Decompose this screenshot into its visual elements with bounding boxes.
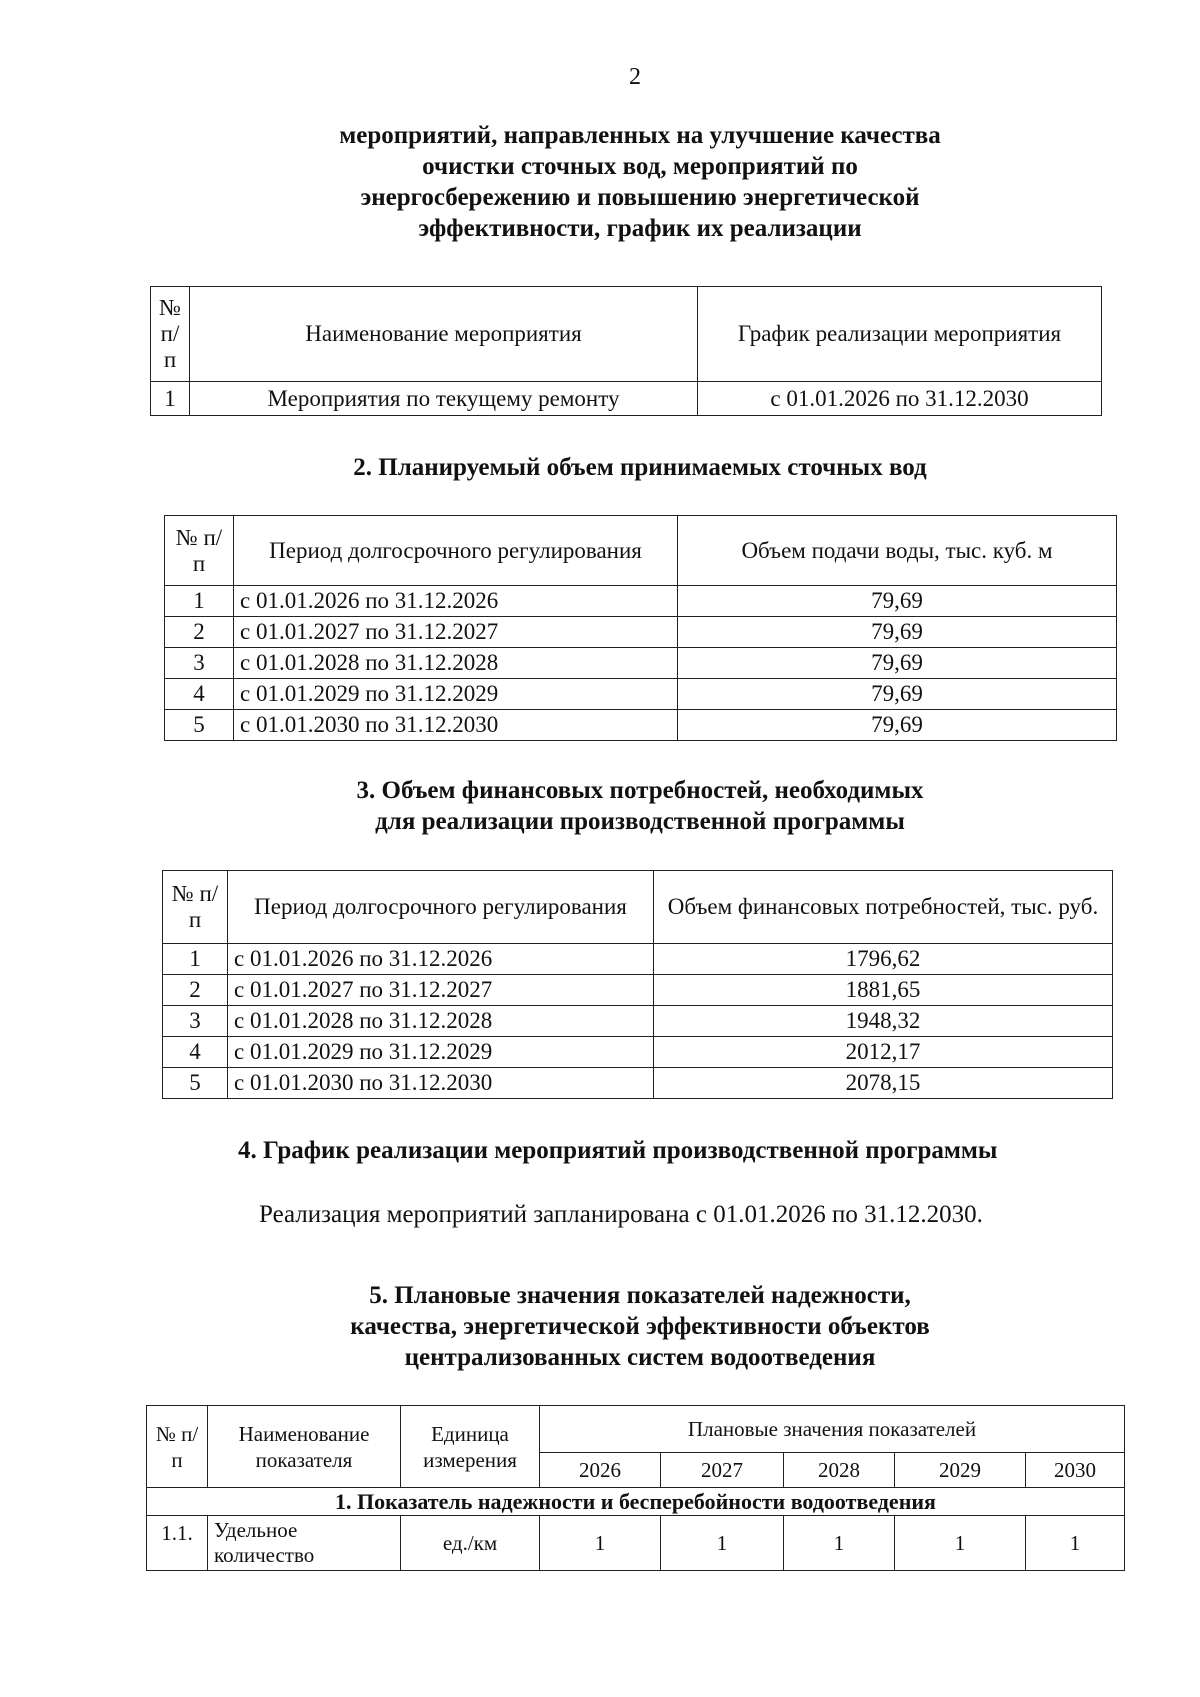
col-volume-header: Объем подачи воды, тыс. куб. м (678, 516, 1117, 586)
cell-num: 3 (163, 1006, 228, 1037)
cell-name: Мероприятия по текущему ремонту (190, 382, 698, 416)
cell-period: с 01.01.2027 по 31.12.2027 (228, 975, 654, 1006)
section4-text: Реализация мероприятий запланирована с 01.01.2026 по 31.12.2030. (259, 1201, 983, 1228)
cell-value: 1 (784, 1516, 895, 1571)
table-row (163, 975, 1113, 1006)
col-num-header: № п/п (165, 516, 234, 586)
table-header-row (147, 1406, 1125, 1453)
cell-num: 1 (151, 382, 190, 416)
cell-finance: 2078,15 (654, 1068, 1113, 1099)
section2-title: 2. Планируемый объем принимаемых сточных вод (353, 454, 927, 481)
table-row (147, 1516, 1125, 1571)
cell-num: 1 (165, 586, 234, 617)
cell-period: с 01.01.2030 по 31.12.2030 (234, 710, 678, 741)
cell-volume: 79,69 (678, 617, 1117, 648)
cell-num: 2 (163, 975, 228, 1006)
col-period-header: Период долгосрочного регулирования (234, 516, 678, 586)
cell-num: 4 (163, 1037, 228, 1068)
cell-period: с 01.01.2026 по 31.12.2026 (228, 944, 654, 975)
table-header-row (151, 287, 1102, 382)
cell-schedule: с 01.01.2026 по 31.12.2030 (698, 382, 1102, 416)
indicators-table (146, 1405, 1125, 1571)
table-header-row (165, 516, 1117, 586)
financial-needs-table (162, 870, 1113, 1099)
cell-finance: 2012,17 (654, 1037, 1113, 1068)
cell-num: 4 (165, 679, 234, 710)
section5-title-line: централизованных систем водоотведения (404, 1344, 876, 1371)
cell-finance: 1881,65 (654, 975, 1113, 1006)
table-row (165, 710, 1117, 741)
col-finance-header: Объем финансовых потребностей, тыс. руб. (654, 871, 1113, 944)
cell-num: 2 (165, 617, 234, 648)
table-row (163, 1006, 1113, 1037)
col-period-header: Период долгосрочного регулирования (228, 871, 654, 944)
col-schedule-header: График реализации мероприятия (698, 287, 1102, 382)
cell-period: с 01.01.2028 по 31.12.2028 (228, 1006, 654, 1037)
table-row (165, 617, 1117, 648)
section4-title: 4. График реализации мероприятий производственной программы (238, 1137, 998, 1164)
col-indicator-header: Наименование показателя (208, 1406, 401, 1488)
cell-unit: ед./км (401, 1516, 540, 1571)
cell-value: 1 (895, 1516, 1026, 1571)
col-year-header: 2026 (540, 1453, 661, 1488)
col-year-header: 2030 (1026, 1453, 1125, 1488)
cell-num: 5 (165, 710, 234, 741)
cell-volume: 79,69 (678, 710, 1117, 741)
cell-period: с 01.01.2029 по 31.12.2029 (234, 679, 678, 710)
table-row (165, 586, 1117, 617)
section5-title-line: качества, энергетической эффективности объектов (350, 1313, 930, 1340)
intro-heading-line: мероприятий, направленных на улучшение качества (339, 122, 941, 149)
table-subheading-row (147, 1488, 1125, 1516)
section3-title (0, 775, 1200, 837)
table-row (165, 679, 1117, 710)
page-number: 2 (629, 64, 641, 90)
col-num-header: № п/п (147, 1406, 208, 1488)
subheading-reliability: 1. Показатель надежности и бесперебойности водоотведения (147, 1488, 1125, 1516)
cell-finance: 1796,62 (654, 944, 1113, 975)
col-unit-header: Единица измерения (401, 1406, 540, 1488)
cell-num: 5 (163, 1068, 228, 1099)
col-num-header: № п/п (163, 871, 228, 944)
cell-period: с 01.01.2030 по 31.12.2030 (228, 1068, 654, 1099)
wastewater-volume-table (164, 515, 1117, 741)
cell-finance: 1948,32 (654, 1006, 1113, 1037)
cell-period: с 01.01.2027 по 31.12.2027 (234, 617, 678, 648)
cell-volume: 79,69 (678, 586, 1117, 617)
table-row (163, 944, 1113, 975)
cell-num: 3 (165, 648, 234, 679)
cell-value: 1 (1026, 1516, 1125, 1571)
table-header-row (163, 871, 1113, 944)
table-row (163, 1068, 1113, 1099)
section3-title-line: для реализации производственной программы (375, 808, 905, 835)
cell-volume: 79,69 (678, 679, 1117, 710)
section5-title (0, 1280, 1200, 1373)
cell-period: с 01.01.2026 по 31.12.2026 (234, 586, 678, 617)
cell-value: 1 (661, 1516, 784, 1571)
intro-heading-line: очистки сточных вод, мероприятий по (422, 153, 858, 180)
cell-value: 1 (540, 1516, 661, 1571)
cell-period: с 01.01.2028 по 31.12.2028 (234, 648, 678, 679)
cell-period: с 01.01.2029 по 31.12.2029 (228, 1037, 654, 1068)
col-year-header: 2029 (895, 1453, 1026, 1488)
col-planned-header: Плановые значения показателей (540, 1406, 1125, 1453)
col-year-header: 2028 (784, 1453, 895, 1488)
cell-num: 1.1. (147, 1516, 208, 1571)
section3-title-line: 3. Объем финансовых потребностей, необходимых (356, 777, 924, 804)
cell-indicator: Удельное количество (208, 1516, 401, 1571)
table-row (165, 648, 1117, 679)
table-row (163, 1037, 1113, 1068)
table-row (151, 382, 1102, 416)
section5-title-line: 5. Плановые значения показателей надежности, (369, 1282, 911, 1309)
intro-heading-line: эффективности, график их реализации (418, 215, 862, 242)
intro-heading-line: энергосбережению и повышению энергетической (360, 184, 920, 211)
col-num-header: № п/ п (151, 287, 190, 382)
intro-heading (0, 120, 1200, 244)
col-year-header: 2027 (661, 1453, 784, 1488)
col-name-header: Наименование мероприятия (190, 287, 698, 382)
cell-volume: 79,69 (678, 648, 1117, 679)
measures-table (150, 286, 1102, 416)
cell-num: 1 (163, 944, 228, 975)
